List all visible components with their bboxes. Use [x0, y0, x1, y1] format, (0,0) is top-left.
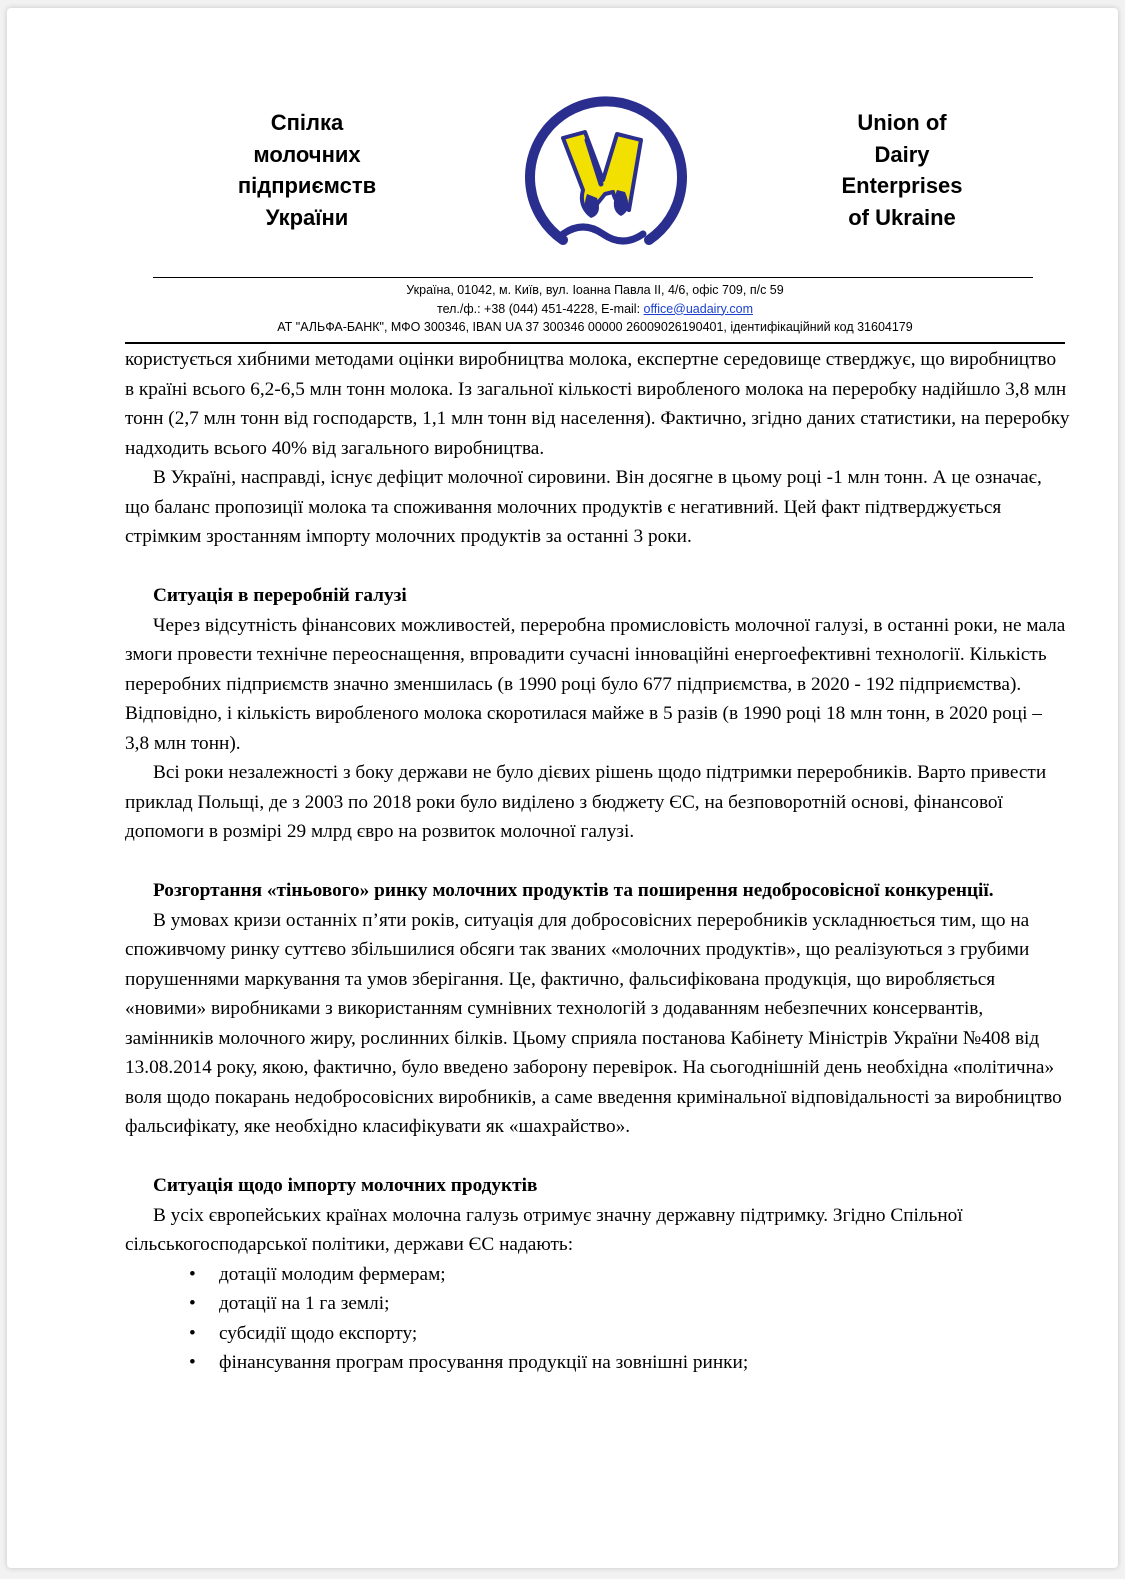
paragraph-deficit: В Україні, насправді, існує дефіцит молочної сировини. Він досягне в цьому році -1 млн тонн. А це означає, що баланс пропозиції молока та споживання молочних продуктів є негативний. Цей факт підтверджується стрімким зростанням імпорту молочних продуктів за останні 3 роки. — [125, 467, 1042, 547]
paragraph-shadow-market: В умовах кризи останніх п’яти років, ситуація для добросовісних переробників ускладнюється тим, що на споживчому ринку суттєво збільшилися обсяги так званих «молочних продуктів», що реалізуються з грубими порушеннями маркування та умов зберігання. Це, фактично, фальсифікована продукція, що виробляється «новими» виробниками з використанням сумнівних технологій з додаванням небезпечних консервантів, замінників молочного жиру, рослинних білків. Цьому сприяла постанова Кабінету Міністрів України №408 від 13.08.2014 року, якою, фактично, було введено заборону перевірок. На сьогоднішній день необхідна «політична» воля щодо покарань недобросовісних виробників, а саме введення кримінальної відповідальності за виробництво фальсифікату, яке необхідно класифікувати як «шахрайство». — [125, 909, 1062, 1137]
bullet-icon: • — [189, 1263, 196, 1285]
org-name-english: Union of Dairy Enterprises of Ukraine — [841, 110, 963, 230]
list-item: • фінансування програм просування продукції на зовнішні ринки; — [125, 1348, 1070, 1378]
section-heading-import: Ситуація щодо імпорту молочних продуктів — [153, 1175, 538, 1196]
document-page — [7, 8, 1118, 1568]
header-divider — [153, 277, 1033, 278]
section-heading-processing: Ситуація в переробній галузі — [153, 585, 407, 606]
bullet-icon: • — [189, 1322, 196, 1344]
list-item: • дотації на 1 га землі; — [125, 1289, 1070, 1319]
paragraph-processing-2: Всі роки незалежності з боку держави не було дієвих рішень щодо підтримки переробників. Варто привести приклад Польщі, де з 2003 по 2018 роки було виділено з бюджету ЄС, на безповоротній основі, фінансової допомоги в розмірі 29 млрд євро на розвиток молочної галузі. — [125, 762, 1047, 842]
address: Україна, 01042, м. Київ, вул. Іоанна Павла II, 4/6, офіс 709, п/с 59 — [406, 283, 784, 297]
bank-details: АТ "АЛЬФА-БАНК", МФО 300346, IBAN UA 37 300346 00000 26009026190401, ідентифікаційний код 31604179 — [277, 320, 913, 334]
phone-email-line: тел./ф.: +38 (044) 451-4228, E-mail: office@uadairy.com — [436, 301, 754, 316]
org-name-ukrainian: Спілка молочних підприємств України — [237, 110, 377, 230]
list-item: • дотації молодим фермерам; — [125, 1260, 1070, 1290]
paragraph-processing-1: Через відсутність фінансових можливостей, переробна промисловість молочної галузі, в останні роки, не мала змоги провести технічне переоснащення, впровадити сучасні інноваційні енергоефективні технології. Кількість переробних підприємств значно зменшилась (в 1990 році було 677 підприємства, в 2020 - 192 підприємства). Відповідно, і кількість виробленого молока скоротилася майже в 5 разів (в 1990 році 18 млн тонн, в 2020 році – 3,8 млн тонн). — [125, 614, 1066, 754]
paragraph-intro: користується хибними методами оцінки виробництва молока, експертне середовище стверджує, що виробництво в країні всього 6,2-6,5 млн тонн молока. Із загальної кількості виробленого молока на переробку надійшло 3,8 млн тонн (2,7 млн тонн від господарств, 1,1 млн тонн від населення). Фактично, згідно даних статистики, на переробку надходить всього 40% від загального виробництва. — [125, 349, 1070, 459]
section-heading-shadow-market: Розгортання «тіньового» ринку молочних продуктів та поширення недобросовісної конкуренції. — [153, 880, 994, 901]
dairy-union-logo — [517, 94, 689, 256]
bullet-icon: • — [189, 1293, 196, 1314]
support-list — [125, 1260, 1070, 1378]
bullet-icon: • — [189, 1352, 196, 1373]
document-body — [125, 345, 1070, 1378]
email-link[interactable]: office@uadairy.com — [643, 301, 754, 316]
letterhead-bottom-rule — [125, 342, 1065, 344]
paragraph-import: В усіх європейських країнах молочна галузь отримує значну державну підтримку. Згідно Спільної сільськогосподарської політики, держави ЄС надають: — [125, 1204, 963, 1255]
list-item: • субсидії щодо експорту; — [125, 1319, 1070, 1349]
contact-block — [125, 281, 1065, 337]
